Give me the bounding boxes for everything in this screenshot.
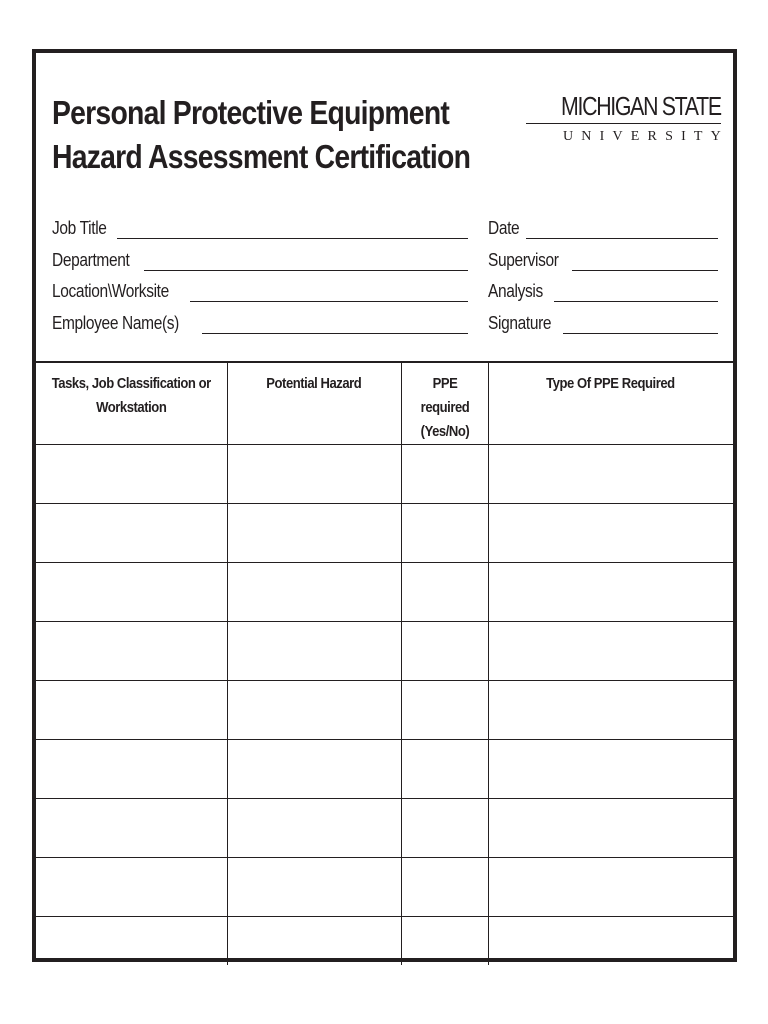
- hazard-cell[interactable]: [227, 681, 401, 740]
- ppe-type-cell[interactable]: [488, 504, 733, 563]
- table-row: [36, 917, 733, 966]
- employee-names-field[interactable]: [52, 304, 468, 334]
- form-title-line-2: Hazard Assessment Certification: [52, 138, 471, 175]
- supervisor-label: Supervisor: [488, 250, 559, 270]
- ppe-required-cell[interactable]: [401, 681, 488, 740]
- table-body: [36, 445, 733, 966]
- department-label: Department: [52, 250, 130, 270]
- location-worksite-label: Location\Worksite: [52, 281, 169, 301]
- analysis-label: Analysis: [488, 281, 543, 301]
- signature-label: Signature: [488, 313, 552, 333]
- ppe-required-cell[interactable]: [401, 504, 488, 563]
- ppe-required-cell[interactable]: [401, 445, 488, 504]
- header-type-of-ppe: [488, 362, 733, 445]
- job-title-label: Job Title: [52, 218, 107, 238]
- header-tasks: [36, 362, 227, 445]
- task-cell[interactable]: [36, 740, 227, 799]
- logo-wordmark-main: MICHIGAN STATE: [561, 91, 721, 121]
- header-type-of-ppe-label: Type Of PPE Required: [546, 376, 676, 392]
- date-line[interactable]: [526, 220, 718, 239]
- date-field[interactable]: [488, 209, 718, 239]
- ppe-type-cell[interactable]: [488, 799, 733, 858]
- hazard-cell[interactable]: [227, 799, 401, 858]
- ppe-required-cell[interactable]: [401, 622, 488, 681]
- header-ppe-required: [401, 362, 488, 445]
- analysis-line[interactable]: [554, 283, 718, 302]
- logo-wordmark-sub: UNIVERSITY: [563, 129, 729, 144]
- analysis-field[interactable]: [488, 272, 718, 302]
- task-cell[interactable]: [36, 563, 227, 622]
- ppe-required-cell[interactable]: [401, 740, 488, 799]
- header-potential-hazard-label: Potential Hazard: [266, 376, 362, 392]
- ppe-type-cell[interactable]: [488, 858, 733, 917]
- table-row: [36, 799, 733, 858]
- ppe-type-cell[interactable]: [488, 622, 733, 681]
- location-worksite-field[interactable]: [52, 272, 468, 302]
- university-logo: [526, 91, 729, 145]
- ppe-type-cell[interactable]: [488, 563, 733, 622]
- ppe-type-cell[interactable]: [488, 740, 733, 799]
- form-title-line-1: Personal Protective Equipment: [52, 94, 450, 131]
- hazard-assessment-table: [36, 361, 733, 965]
- ppe-required-cell[interactable]: [401, 917, 488, 966]
- table-row: [36, 740, 733, 799]
- hazard-cell[interactable]: [227, 740, 401, 799]
- ppe-required-cell[interactable]: [401, 563, 488, 622]
- table-row: [36, 622, 733, 681]
- table-header-row: [36, 362, 733, 445]
- task-cell[interactable]: [36, 504, 227, 563]
- employee-names-label: Employee Name(s): [52, 313, 179, 333]
- hazard-cell[interactable]: [227, 917, 401, 966]
- task-cell[interactable]: [36, 858, 227, 917]
- hazard-cell[interactable]: [227, 858, 401, 917]
- signature-line[interactable]: [563, 315, 718, 334]
- table-row: [36, 563, 733, 622]
- task-cell[interactable]: [36, 622, 227, 681]
- location-worksite-line[interactable]: [190, 283, 468, 302]
- task-cell[interactable]: [36, 799, 227, 858]
- header-ppe-required-label: PPE required (Yes/No): [420, 376, 469, 440]
- hazard-cell[interactable]: [227, 504, 401, 563]
- job-title-line[interactable]: [117, 220, 468, 239]
- task-cell[interactable]: [36, 681, 227, 740]
- supervisor-line[interactable]: [572, 252, 718, 271]
- ppe-required-cell[interactable]: [401, 799, 488, 858]
- department-field[interactable]: [52, 241, 468, 271]
- hazard-cell[interactable]: [227, 445, 401, 504]
- ppe-type-cell[interactable]: [488, 445, 733, 504]
- header-tasks-label: Tasks, Job Classification or Workstation: [51, 376, 211, 416]
- hazard-cell[interactable]: [227, 622, 401, 681]
- hazard-cell[interactable]: [227, 563, 401, 622]
- ppe-required-cell[interactable]: [401, 858, 488, 917]
- logo-rule: [526, 123, 721, 124]
- date-label: Date: [488, 218, 520, 238]
- employee-names-line[interactable]: [202, 315, 468, 334]
- signature-field[interactable]: [488, 304, 718, 334]
- header-potential-hazard: [227, 362, 401, 445]
- table-row: [36, 681, 733, 740]
- ppe-type-cell[interactable]: [488, 917, 733, 966]
- task-cell[interactable]: [36, 445, 227, 504]
- ppe-type-cell[interactable]: [488, 681, 733, 740]
- table-row: [36, 858, 733, 917]
- job-title-field[interactable]: [52, 209, 468, 239]
- table-row: [36, 445, 733, 504]
- task-cell[interactable]: [36, 917, 227, 966]
- supervisor-field[interactable]: [488, 241, 718, 271]
- form-title: [52, 91, 470, 179]
- department-line[interactable]: [144, 252, 468, 271]
- form-frame: [32, 49, 737, 962]
- table-row: [36, 504, 733, 563]
